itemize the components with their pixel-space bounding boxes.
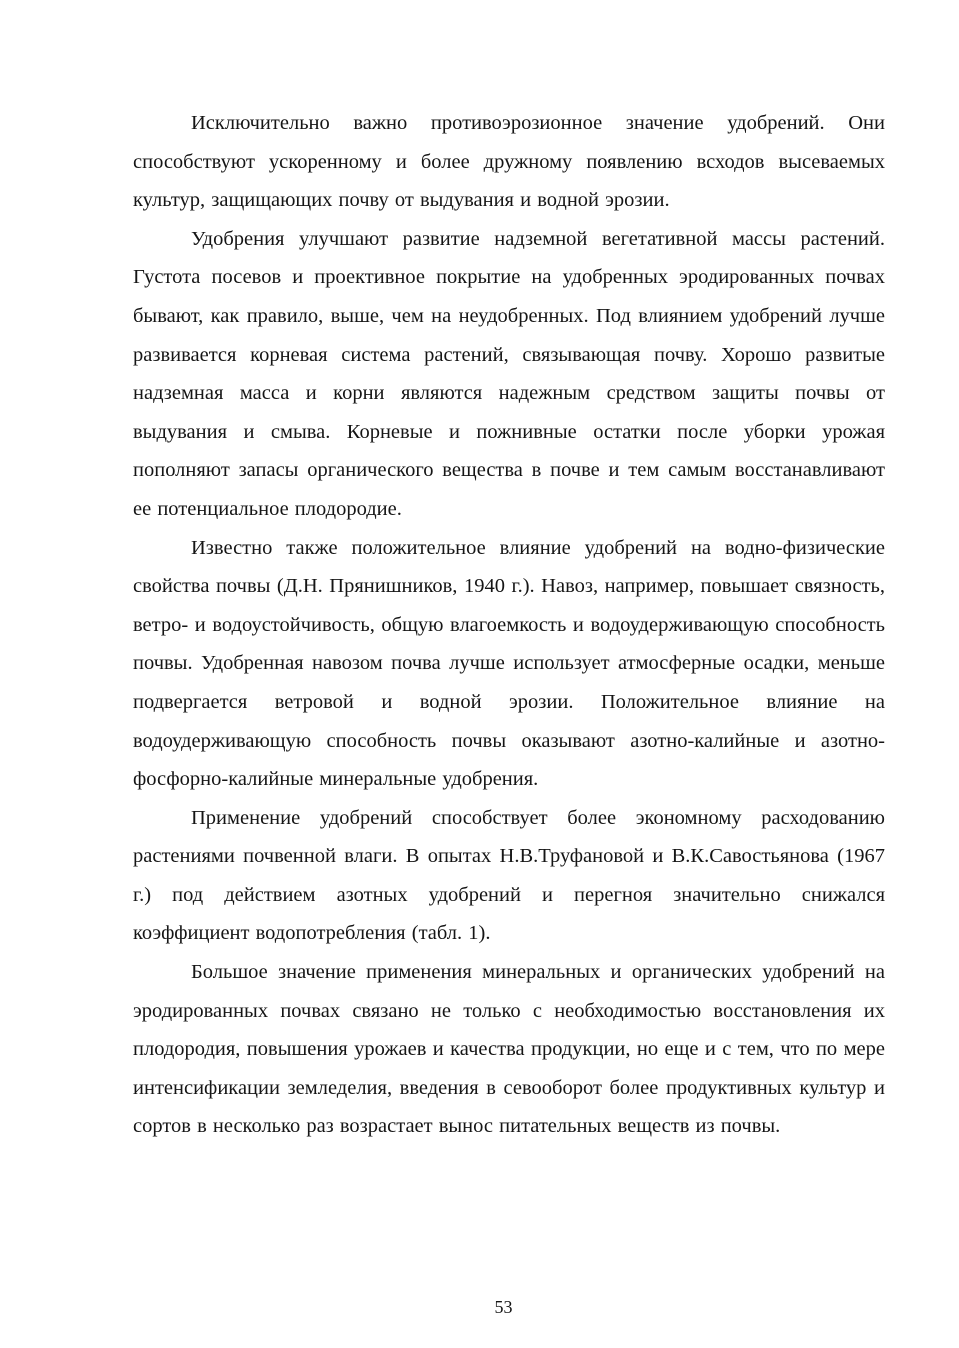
- text-column: [133, 104, 885, 1146]
- paragraph-water-physical-properties: Известно также положительное влияние удобрений на водно-физические свойства почвы (Д.Н. Прянишников, 1940 г.). Навоз, например, повышает связность, ветро- и водоустойчивость, общую влагоемкость и водоудерживающую способность почвы. Удобренная навозом почва лучше использует атмосферные осадки, меньше подвергается ветровой и водной эрозии. Положительное влияние на водоудерживающую способность почвы оказывают азотно-калийные и азотно-фосфорно-калийные минеральные удобрения.: [133, 536, 885, 791]
- page-number: 53: [494, 1297, 513, 1317]
- paragraph-moisture-use: Применение удобрений способствует более экономному расходованию растениями почвенной влаги. В опытах Н.В.Труфановой и В.К.Савостьянова (1967 г.) под действием азотных удобрений и перегноя значительно снижался коэффициент водопотребления (табл. 1).: [133, 806, 885, 945]
- paragraph-fertilizer-significance: Большое значение применения минеральных и органических удобрений на эродированных почвах связано не только с необходимостью восстановления их плодородия, повышения урожаев и качества продукции, но еще и с тем, что по мере интенсификации земледелия, введения в севооборот более продуктивных культур и сортов в несколько раз возрастает вынос питательных веществ из почвы.: [133, 961, 885, 1138]
- paragraph-erosion-importance: Исключительно важно противоэрозионное значение удобрений. Они способствуют ускоренному и более дружному появлению всходов высеваемых культур, защищающих почву от выдувания и водной эрозии.: [133, 112, 885, 212]
- paragraph-vegetative-mass: Удобрения улучшают развитие надземной вегетативной массы растений. Густота посевов и проективное покрытие на удобренных эродированных почвах бывают, как правило, выше, чем на неудобренных. Под влиянием удобрений лучше развивается корневая система растений, связывающая почву. Хорошо развитые надземная масса и корни являются надежным средством защиты почвы от выдувания и смыва. Корневые и пожнивные остатки после уборки урожая пополняют запасы органического вещества в почве и тем самым восстанавливают ее потенциальное плодородие.: [133, 227, 885, 520]
